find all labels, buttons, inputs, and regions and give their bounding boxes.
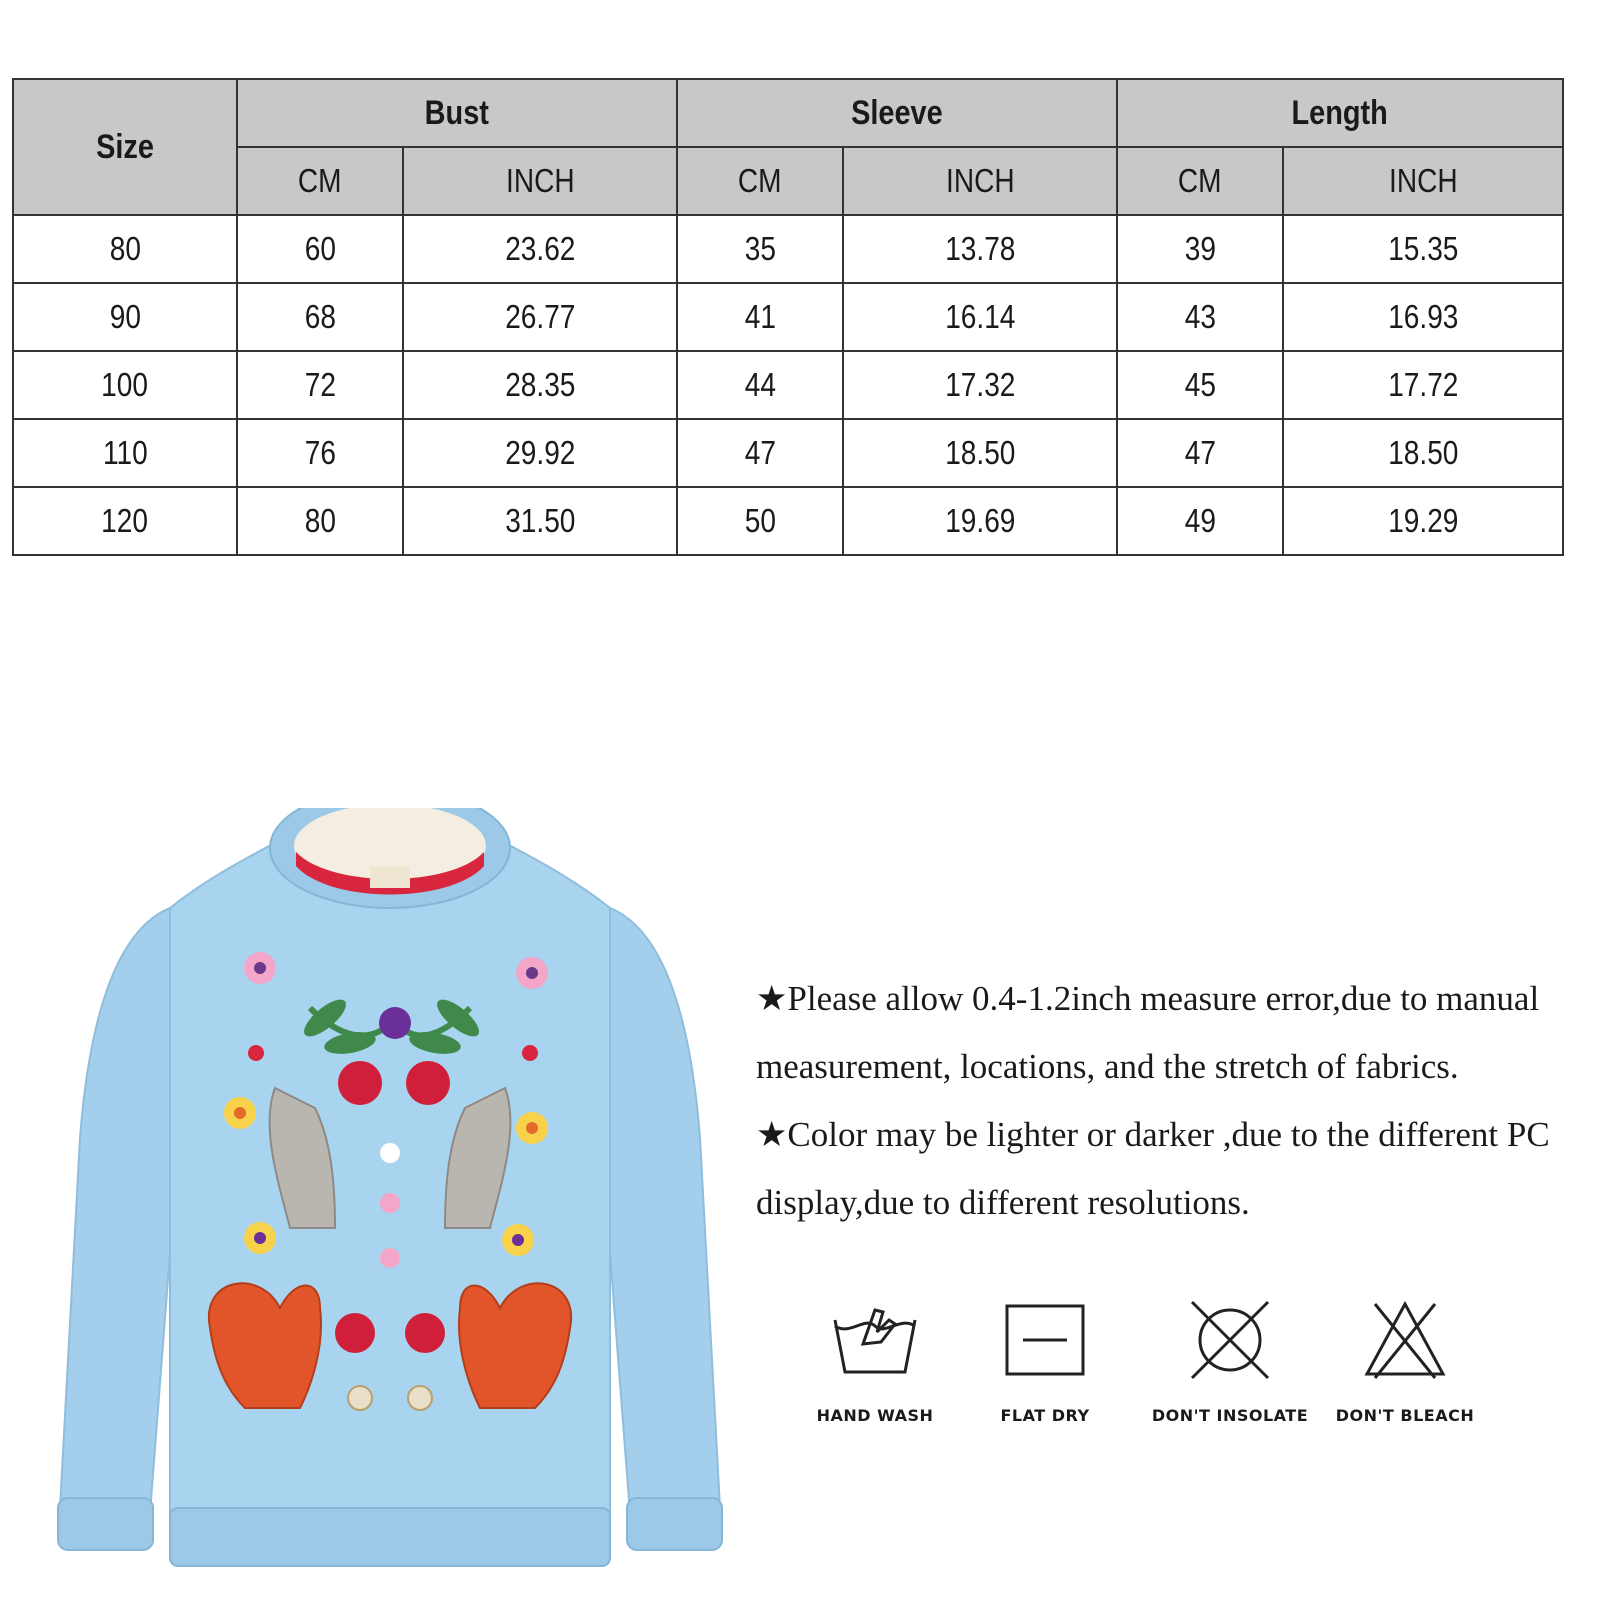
measure-cell: 29.92 xyxy=(403,419,677,487)
measure-cell: 19.69 xyxy=(843,487,1117,555)
measurement-notes xyxy=(756,965,1576,1237)
note-measure-error: ★Please allow 0.4-1.2inch measure error,due to manual measurement, locations, and the stretch of fabrics. xyxy=(756,979,1540,1086)
measure-cell: 17.32 xyxy=(843,351,1117,419)
bust-header: Bust xyxy=(237,79,677,147)
size-cell: 120 xyxy=(13,487,237,555)
size-header: Size xyxy=(13,79,237,215)
size-cell: 80 xyxy=(13,215,237,283)
sleeve-header: Sleeve xyxy=(677,79,1117,147)
table-row xyxy=(13,419,1563,487)
measure-cell: 18.50 xyxy=(1283,419,1563,487)
measure-cell: 16.93 xyxy=(1283,283,1563,351)
dont-insolate-icon xyxy=(1180,1300,1280,1380)
measure-cell: 47 xyxy=(677,419,843,487)
measure-cell: 41 xyxy=(677,283,843,351)
unit-header: INCH xyxy=(1283,147,1563,215)
hand-wash-icon xyxy=(825,1300,925,1380)
table-row xyxy=(13,215,1563,283)
measure-cell: 15.35 xyxy=(1283,215,1563,283)
care-flat-dry: FLAT DRY xyxy=(960,1300,1130,1425)
measure-cell: 45 xyxy=(1117,351,1283,419)
measure-cell: 72 xyxy=(237,351,403,419)
care-dont-bleach: DON'T BLEACH xyxy=(1320,1300,1490,1425)
dont-bleach-icon xyxy=(1355,1300,1455,1380)
measure-cell: 16.14 xyxy=(843,283,1117,351)
care-hand-wash: HAND WASH xyxy=(790,1300,960,1425)
measure-cell: 28.35 xyxy=(403,351,677,419)
measure-cell: 76 xyxy=(237,419,403,487)
measure-cell: 47 xyxy=(1117,419,1283,487)
unit-header: INCH xyxy=(843,147,1117,215)
measure-cell: 35 xyxy=(677,215,843,283)
flat-dry-icon xyxy=(995,1300,1095,1380)
measure-cell: 17.72 xyxy=(1283,351,1563,419)
measure-cell: 18.50 xyxy=(843,419,1117,487)
measure-cell: 80 xyxy=(237,487,403,555)
measure-cell: 19.29 xyxy=(1283,487,1563,555)
measure-cell: 23.62 xyxy=(403,215,677,283)
table-row xyxy=(13,351,1563,419)
size-cell: 110 xyxy=(13,419,237,487)
size-cell: 100 xyxy=(13,351,237,419)
measure-cell: 31.50 xyxy=(403,487,677,555)
size-chart-table xyxy=(12,78,1564,556)
unit-header: CM xyxy=(1117,147,1283,215)
length-header: Length xyxy=(1117,79,1563,147)
measure-cell: 44 xyxy=(677,351,843,419)
unit-header: CM xyxy=(677,147,843,215)
measure-cell: 68 xyxy=(237,283,403,351)
measure-cell: 49 xyxy=(1117,487,1283,555)
unit-header: CM xyxy=(237,147,403,215)
table-row xyxy=(13,283,1563,351)
table-row xyxy=(13,487,1563,555)
measure-cell: 43 xyxy=(1117,283,1283,351)
size-cell: 90 xyxy=(13,283,237,351)
measure-cell: 39 xyxy=(1117,215,1283,283)
unit-header: INCH xyxy=(403,147,677,215)
measure-cell: 13.78 xyxy=(843,215,1117,283)
measure-cell: 50 xyxy=(677,487,843,555)
measure-cell: 60 xyxy=(237,215,403,283)
measure-cell: 26.77 xyxy=(403,283,677,351)
sweatshirt-image xyxy=(50,808,730,1578)
note-color-difference: ★Color may be lighter or darker ,due to the different PC display,due to different resolutions. xyxy=(756,1115,1550,1222)
care-dont-insolate: DON'T INSOLATE xyxy=(1145,1300,1315,1425)
care-instructions xyxy=(790,1300,1510,1440)
